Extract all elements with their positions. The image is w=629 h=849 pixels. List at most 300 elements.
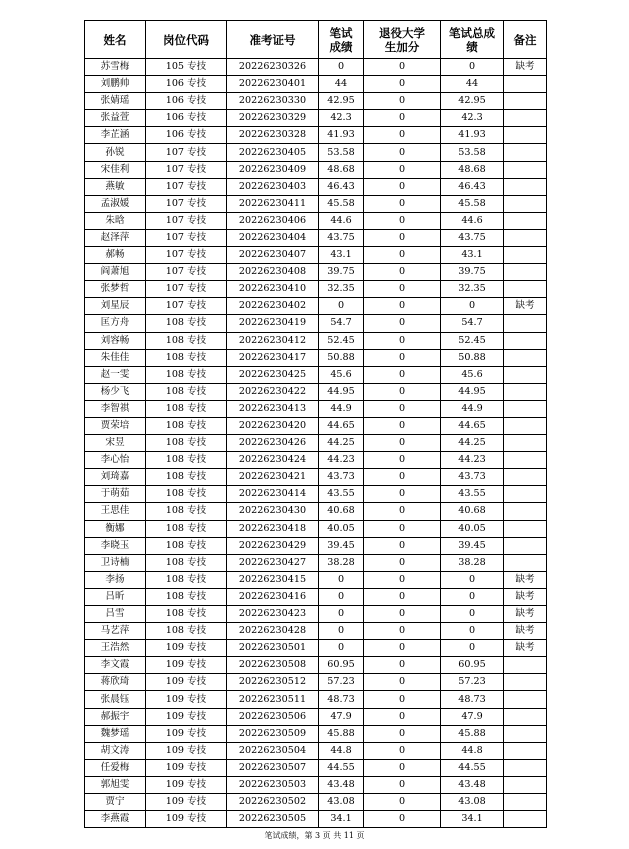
cell-total-score: 43.55 (441, 486, 504, 503)
table-row (85, 264, 547, 281)
table-row (85, 759, 547, 776)
cell-name: 吕雪 (85, 606, 146, 623)
cell-post-code: 109 专技 (146, 776, 227, 793)
cell-written-score: 41.93 (319, 127, 364, 144)
cell-veteran-bonus: 0 (364, 571, 441, 588)
cell-remark (504, 93, 547, 110)
cell-remark (504, 366, 547, 383)
cell-written-score: 0 (319, 606, 364, 623)
cell-name: 贾荣培 (85, 417, 146, 434)
cell-ticket-number: 20226230430 (227, 503, 319, 520)
cell-veteran-bonus: 0 (364, 144, 441, 161)
cell-remark (504, 452, 547, 469)
cell-total-score: 48.68 (441, 161, 504, 178)
table-row (85, 76, 547, 93)
cell-total-score: 60.95 (441, 657, 504, 674)
cell-written-score: 0 (319, 571, 364, 588)
table-row (85, 59, 547, 76)
cell-total-score: 44.23 (441, 452, 504, 469)
cell-post-code: 108 专技 (146, 623, 227, 640)
cell-remark (504, 195, 547, 212)
cell-written-score: 60.95 (319, 657, 364, 674)
cell-post-code: 107 专技 (146, 195, 227, 212)
cell-written-score: 44.8 (319, 742, 364, 759)
cell-veteran-bonus: 0 (364, 76, 441, 93)
cell-post-code: 107 专技 (146, 264, 227, 281)
cell-total-score: 42.3 (441, 110, 504, 127)
cell-total-score: 43.75 (441, 229, 504, 246)
cell-post-code: 108 专技 (146, 606, 227, 623)
cell-remark (504, 435, 547, 452)
cell-ticket-number: 20226230409 (227, 161, 319, 178)
cell-remark (504, 537, 547, 554)
cell-total-score: 44.9 (441, 400, 504, 417)
cell-veteran-bonus: 0 (364, 161, 441, 178)
table-header-row (85, 21, 547, 59)
table-row (85, 606, 547, 623)
cell-ticket-number: 20226230420 (227, 417, 319, 434)
cell-written-score: 43.48 (319, 776, 364, 793)
cell-ticket-number: 20226230424 (227, 452, 319, 469)
page-footer: 笔试成绩，第 3 页 共 11 页 (264, 831, 365, 840)
cell-written-score: 44.65 (319, 417, 364, 434)
table-row (85, 195, 547, 212)
cell-veteran-bonus: 0 (364, 400, 441, 417)
cell-ticket-number: 20226230506 (227, 708, 319, 725)
cell-veteran-bonus: 0 (364, 742, 441, 759)
cell-remark (504, 332, 547, 349)
cell-veteran-bonus: 0 (364, 366, 441, 383)
cell-remark (504, 469, 547, 486)
cell-written-score: 39.45 (319, 537, 364, 554)
cell-post-code: 108 专技 (146, 554, 227, 571)
cell-post-code: 107 专技 (146, 298, 227, 315)
cell-ticket-number: 20226230504 (227, 742, 319, 759)
cell-name: 郭旭雯 (85, 776, 146, 793)
cell-name: 李燕霞 (85, 811, 146, 828)
cell-total-score: 0 (441, 588, 504, 605)
cell-post-code: 109 专技 (146, 794, 227, 811)
cell-name: 衡娜 (85, 520, 146, 537)
cell-total-score: 43.73 (441, 469, 504, 486)
cell-veteran-bonus: 0 (364, 708, 441, 725)
cell-post-code: 108 专技 (146, 417, 227, 434)
cell-post-code: 109 专技 (146, 725, 227, 742)
cell-total-score: 40.05 (441, 520, 504, 537)
cell-ticket-number: 20226230408 (227, 264, 319, 281)
cell-name: 李晓玉 (85, 537, 146, 554)
cell-post-code: 106 专技 (146, 76, 227, 93)
cell-remark (504, 794, 547, 811)
cell-written-score: 48.68 (319, 161, 364, 178)
cell-name: 宋昱 (85, 435, 146, 452)
cell-remark (504, 383, 547, 400)
cell-total-score: 42.95 (441, 93, 504, 110)
cell-post-code: 108 专技 (146, 537, 227, 554)
cell-name: 马艺萍 (85, 623, 146, 640)
cell-total-score: 45.58 (441, 195, 504, 212)
cell-name: 张婧瑶 (85, 93, 146, 110)
cell-written-score: 34.1 (319, 811, 364, 828)
cell-total-score: 44.95 (441, 383, 504, 400)
cell-remark (504, 657, 547, 674)
cell-ticket-number: 20226230419 (227, 315, 319, 332)
cell-remark: 缺考 (504, 588, 547, 605)
cell-ticket-number: 20226230502 (227, 794, 319, 811)
cell-remark (504, 811, 547, 828)
cell-written-score: 48.73 (319, 691, 364, 708)
cell-remark (504, 212, 547, 229)
cell-total-score: 0 (441, 623, 504, 640)
cell-written-score: 39.75 (319, 264, 364, 281)
cell-remark (504, 742, 547, 759)
cell-remark (504, 281, 547, 298)
cell-ticket-number: 20226230328 (227, 127, 319, 144)
table-row (85, 349, 547, 366)
cell-name: 苏雪梅 (85, 59, 146, 76)
cell-ticket-number: 20226230427 (227, 554, 319, 571)
cell-total-score: 44.6 (441, 212, 504, 229)
cell-total-score: 44.25 (441, 435, 504, 452)
cell-remark (504, 349, 547, 366)
cell-name: 胡文涛 (85, 742, 146, 759)
cell-post-code: 108 专技 (146, 571, 227, 588)
cell-name: 孟淑媛 (85, 195, 146, 212)
cell-ticket-number: 20226230512 (227, 674, 319, 691)
cell-remark: 缺考 (504, 298, 547, 315)
cell-ticket-number: 20226230412 (227, 332, 319, 349)
cell-remark: 缺考 (504, 59, 547, 76)
cell-post-code: 108 专技 (146, 332, 227, 349)
cell-post-code: 107 专技 (146, 161, 227, 178)
table-row (85, 640, 547, 657)
cell-veteran-bonus: 0 (364, 110, 441, 127)
cell-written-score: 32.35 (319, 281, 364, 298)
cell-name: 朱晗 (85, 212, 146, 229)
cell-written-score: 44.23 (319, 452, 364, 469)
cell-veteran-bonus: 0 (364, 811, 441, 828)
cell-total-score: 47.9 (441, 708, 504, 725)
cell-written-score: 43.1 (319, 247, 364, 264)
cell-ticket-number: 20226230429 (227, 537, 319, 554)
cell-total-score: 43.08 (441, 794, 504, 811)
table-row (85, 674, 547, 691)
cell-post-code: 107 专技 (146, 178, 227, 195)
cell-name: 燕敏 (85, 178, 146, 195)
cell-veteran-bonus: 0 (364, 212, 441, 229)
cell-ticket-number: 20226230410 (227, 281, 319, 298)
cell-written-score: 44.95 (319, 383, 364, 400)
cell-veteran-bonus: 0 (364, 315, 441, 332)
header-ticket-number: 准考证号 (227, 21, 319, 59)
cell-name: 李文霞 (85, 657, 146, 674)
cell-post-code: 108 专技 (146, 349, 227, 366)
table-row (85, 178, 547, 195)
cell-ticket-number: 20226230421 (227, 469, 319, 486)
cell-remark (504, 708, 547, 725)
cell-remark (504, 264, 547, 281)
cell-post-code: 109 专技 (146, 708, 227, 725)
cell-veteran-bonus: 0 (364, 178, 441, 195)
cell-written-score: 47.9 (319, 708, 364, 725)
table-row (85, 229, 547, 246)
cell-ticket-number: 20226230407 (227, 247, 319, 264)
cell-written-score: 44.9 (319, 400, 364, 417)
cell-remark (504, 503, 547, 520)
table-row (85, 452, 547, 469)
cell-post-code: 107 专技 (146, 212, 227, 229)
cell-remark (504, 725, 547, 742)
table-row (85, 657, 547, 674)
cell-written-score: 0 (319, 588, 364, 605)
cell-ticket-number: 20226230406 (227, 212, 319, 229)
cell-written-score: 43.55 (319, 486, 364, 503)
table-row (85, 776, 547, 793)
cell-total-score: 45.88 (441, 725, 504, 742)
cell-written-score: 45.88 (319, 725, 364, 742)
cell-post-code: 106 专技 (146, 110, 227, 127)
cell-veteran-bonus: 0 (364, 486, 441, 503)
cell-total-score: 46.43 (441, 178, 504, 195)
cell-ticket-number: 20226230509 (227, 725, 319, 742)
table-row (85, 469, 547, 486)
cell-post-code: 108 专技 (146, 366, 227, 383)
cell-ticket-number: 20226230423 (227, 606, 319, 623)
cell-remark: 缺考 (504, 571, 547, 588)
cell-name: 刘星辰 (85, 298, 146, 315)
table-row (85, 811, 547, 828)
cell-post-code: 106 专技 (146, 127, 227, 144)
cell-name: 于萌茹 (85, 486, 146, 503)
cell-veteran-bonus: 0 (364, 554, 441, 571)
cell-written-score: 43.08 (319, 794, 364, 811)
cell-post-code: 109 专技 (146, 759, 227, 776)
cell-total-score: 50.88 (441, 349, 504, 366)
table-row (85, 520, 547, 537)
cell-remark: 缺考 (504, 640, 547, 657)
cell-post-code: 106 专技 (146, 93, 227, 110)
table-row (85, 315, 547, 332)
cell-written-score: 38.28 (319, 554, 364, 571)
cell-name: 赵泽萍 (85, 229, 146, 246)
table-row (85, 588, 547, 605)
cell-name: 王思佳 (85, 503, 146, 520)
cell-veteran-bonus: 0 (364, 520, 441, 537)
cell-total-score: 43.1 (441, 247, 504, 264)
cell-ticket-number: 20226230411 (227, 195, 319, 212)
cell-ticket-number: 20226230402 (227, 298, 319, 315)
cell-veteran-bonus: 0 (364, 537, 441, 554)
cell-veteran-bonus: 0 (364, 640, 441, 657)
table-row (85, 503, 547, 520)
cell-written-score: 40.68 (319, 503, 364, 520)
cell-name: 阎萧旭 (85, 264, 146, 281)
cell-veteran-bonus: 0 (364, 247, 441, 264)
cell-total-score: 0 (441, 571, 504, 588)
cell-ticket-number: 20226230413 (227, 400, 319, 417)
cell-total-score: 54.7 (441, 315, 504, 332)
cell-name: 卫诗楠 (85, 554, 146, 571)
cell-total-score: 43.48 (441, 776, 504, 793)
cell-veteran-bonus: 0 (364, 776, 441, 793)
cell-veteran-bonus: 0 (364, 229, 441, 246)
cell-ticket-number: 20226230415 (227, 571, 319, 588)
cell-post-code: 108 专技 (146, 469, 227, 486)
cell-name: 杨少飞 (85, 383, 146, 400)
cell-ticket-number: 20226230417 (227, 349, 319, 366)
cell-ticket-number: 20226230414 (227, 486, 319, 503)
cell-written-score: 44.25 (319, 435, 364, 452)
cell-post-code: 109 专技 (146, 742, 227, 759)
cell-written-score: 54.7 (319, 315, 364, 332)
table-row (85, 623, 547, 640)
header-written-score: 笔试 成绩 (319, 21, 364, 59)
cell-veteran-bonus: 0 (364, 725, 441, 742)
cell-post-code: 105 专技 (146, 59, 227, 76)
cell-remark (504, 144, 547, 161)
cell-remark (504, 486, 547, 503)
table-row (85, 725, 547, 742)
cell-name: 郝振宇 (85, 708, 146, 725)
table-row (85, 281, 547, 298)
cell-remark (504, 315, 547, 332)
cell-written-score: 0 (319, 640, 364, 657)
cell-written-score: 53.58 (319, 144, 364, 161)
cell-veteran-bonus: 0 (364, 298, 441, 315)
cell-remark (504, 178, 547, 195)
cell-name: 宋佳利 (85, 161, 146, 178)
cell-remark (504, 127, 547, 144)
table-row (85, 144, 547, 161)
cell-written-score: 40.05 (319, 520, 364, 537)
cell-veteran-bonus: 0 (364, 588, 441, 605)
cell-veteran-bonus: 0 (364, 469, 441, 486)
table-row (85, 708, 547, 725)
cell-veteran-bonus: 0 (364, 349, 441, 366)
cell-ticket-number: 20226230418 (227, 520, 319, 537)
cell-remark: 缺考 (504, 606, 547, 623)
cell-total-score: 41.93 (441, 127, 504, 144)
cell-name: 朱佳佳 (85, 349, 146, 366)
cell-post-code: 108 专技 (146, 503, 227, 520)
cell-total-score: 44.55 (441, 759, 504, 776)
cell-remark (504, 161, 547, 178)
cell-total-score: 48.73 (441, 691, 504, 708)
cell-name: 刘容畅 (85, 332, 146, 349)
cell-ticket-number: 20226230503 (227, 776, 319, 793)
cell-written-score: 45.58 (319, 195, 364, 212)
cell-veteran-bonus: 0 (364, 93, 441, 110)
cell-total-score: 0 (441, 298, 504, 315)
table-row (85, 742, 547, 759)
cell-total-score: 34.1 (441, 811, 504, 828)
cell-post-code: 109 专技 (146, 674, 227, 691)
cell-post-code: 109 专技 (146, 691, 227, 708)
cell-remark (504, 76, 547, 93)
cell-total-score: 39.75 (441, 264, 504, 281)
cell-post-code: 107 专技 (146, 247, 227, 264)
table-row (85, 537, 547, 554)
cell-total-score: 44.8 (441, 742, 504, 759)
cell-name: 王浩然 (85, 640, 146, 657)
cell-total-score: 39.45 (441, 537, 504, 554)
table-row (85, 127, 547, 144)
cell-veteran-bonus: 0 (364, 674, 441, 691)
cell-remark (504, 554, 547, 571)
table-body (85, 59, 547, 828)
cell-veteran-bonus: 0 (364, 417, 441, 434)
header-veteran-bonus: 退役大学 生加分 (364, 21, 441, 59)
table-row (85, 794, 547, 811)
header-remark: 备注 (504, 21, 547, 59)
cell-ticket-number: 20226230404 (227, 229, 319, 246)
cell-ticket-number: 20226230326 (227, 59, 319, 76)
cell-name: 李芷涵 (85, 127, 146, 144)
cell-remark (504, 400, 547, 417)
cell-ticket-number: 20226230330 (227, 93, 319, 110)
cell-ticket-number: 20226230403 (227, 178, 319, 195)
cell-post-code: 109 专技 (146, 640, 227, 657)
cell-veteran-bonus: 0 (364, 794, 441, 811)
cell-remark (504, 247, 547, 264)
header-post-code: 岗位代码 (146, 21, 227, 59)
table-row (85, 93, 547, 110)
cell-veteran-bonus: 0 (364, 623, 441, 640)
cell-ticket-number: 20226230426 (227, 435, 319, 452)
cell-name: 赵一雯 (85, 366, 146, 383)
table-row (85, 486, 547, 503)
table-row (85, 400, 547, 417)
cell-written-score: 44.55 (319, 759, 364, 776)
cell-written-score: 0 (319, 59, 364, 76)
cell-written-score: 43.73 (319, 469, 364, 486)
cell-post-code: 108 专技 (146, 383, 227, 400)
table-row (85, 435, 547, 452)
cell-name: 匡方舟 (85, 315, 146, 332)
cell-post-code: 108 专技 (146, 400, 227, 417)
cell-name: 李智祺 (85, 400, 146, 417)
cell-total-score: 40.68 (441, 503, 504, 520)
cell-post-code: 108 专技 (146, 520, 227, 537)
cell-total-score: 0 (441, 59, 504, 76)
cell-name: 郝畅 (85, 247, 146, 264)
table-row (85, 554, 547, 571)
cell-veteran-bonus: 0 (364, 435, 441, 452)
table-row (85, 383, 547, 400)
cell-total-score: 0 (441, 640, 504, 657)
cell-written-score: 43.75 (319, 229, 364, 246)
cell-ticket-number: 20226230507 (227, 759, 319, 776)
cell-name: 张晨钰 (85, 691, 146, 708)
cell-post-code: 107 专技 (146, 281, 227, 298)
cell-ticket-number: 20226230329 (227, 110, 319, 127)
cell-veteran-bonus: 0 (364, 759, 441, 776)
cell-remark (504, 674, 547, 691)
table-row (85, 366, 547, 383)
cell-name: 刘鹏帅 (85, 76, 146, 93)
cell-name: 张梦哲 (85, 281, 146, 298)
cell-veteran-bonus: 0 (364, 195, 441, 212)
cell-written-score: 42.95 (319, 93, 364, 110)
cell-total-score: 53.58 (441, 144, 504, 161)
cell-written-score: 45.6 (319, 366, 364, 383)
cell-written-score: 44.6 (319, 212, 364, 229)
cell-post-code: 108 专技 (146, 452, 227, 469)
cell-veteran-bonus: 0 (364, 503, 441, 520)
cell-remark (504, 229, 547, 246)
cell-post-code: 107 专技 (146, 144, 227, 161)
header-name: 姓名 (85, 21, 146, 59)
